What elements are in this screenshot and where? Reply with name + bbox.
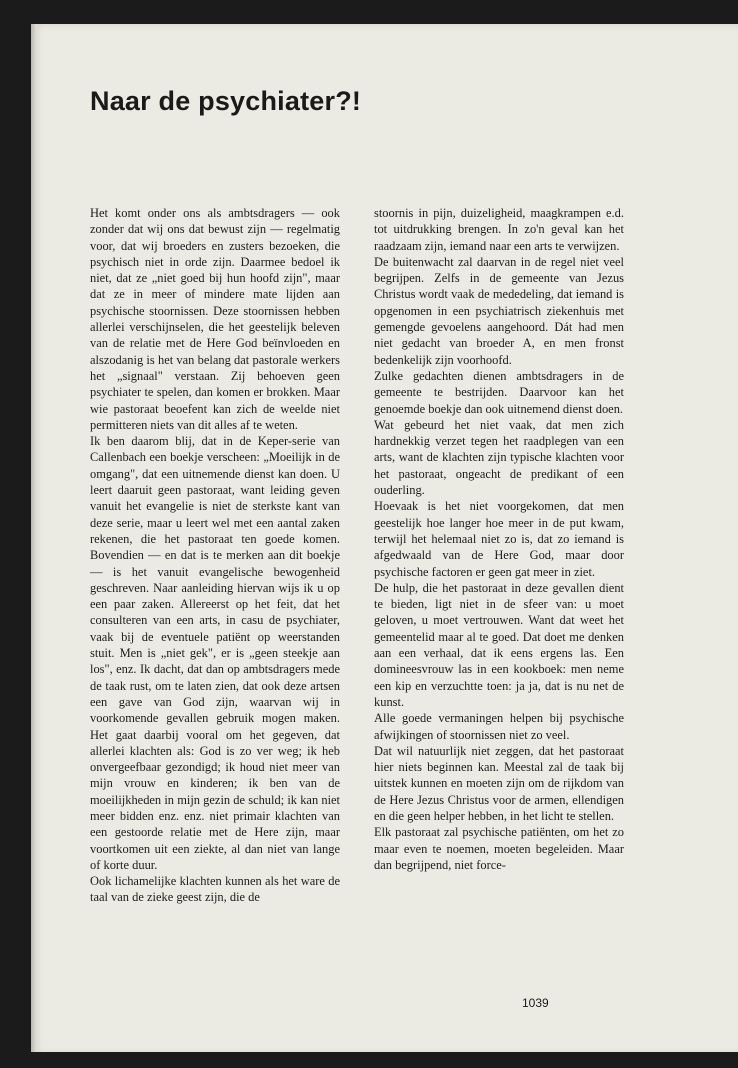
paragraph: De buitenwacht zal daarvan in de regel niet veel begrijpen. Zelfs in de gemeente van Jezus Christus wordt vaak de mededeling, dat iemand is opgenomen in een psychiatrisch ziekenhuis met gemengde gevoelens aangehoord. Dát had men niet gedacht van broeder A, en men fronst bedenkelijk zijn voorhoofd.: [374, 254, 624, 367]
paragraph: Ook lichamelijke klachten kunnen als het ware de taal van de zieke geest zijn, die de: [90, 874, 340, 905]
paragraph: Zulke gedachten dienen ambtsdragers in de gemeente te bestrijden. Daarvoor kan het genoemde boekje dan ook uitnemend dienst doen.: [374, 368, 624, 416]
book-gutter: [31, 24, 37, 1054]
paragraph: Hoevaak is het niet voorgekomen, dat men geestelijk hoe langer hoe meer in de put kwam, terwijl het helemaal niet zo is, dat zo iemand is afgedwaald van de Here God, maar door psychische factoren er geen gat meer in ziet.: [374, 499, 624, 579]
article-title: Naar de psychiater?!: [90, 86, 362, 116]
paragraph: Dat wil natuurlijk niet zeggen, dat het pastoraat hier niets beginnen kan. Meestal zal de taak bij uitstek kunnen en moeten zijn om de rijkdom van de Here Jezus Christus voor de armen, ellendigen en die geen helper hebben, in het licht te stellen.: [374, 743, 624, 823]
paragraph: De hulp, die het pastoraat in deze gevallen dient te bieden, ligt niet in de sfeer van: u moet geloven, u moet vertrouwen. Want dat weet het gemeentelid maar al te goed. Dat doet me denken aan een verhaal, dat ik eens ergens las. Een domineesvrouw las in een kookboek: men neme een kip en verzuchtte toen: ja ja, dat is nu net de kunst.: [374, 580, 624, 709]
paragraph: Wat gebeurd het niet vaak, dat men zich hardnekkig verzet tegen het raadplegen van een arts, want de klachten zijn typische klachten voor het pastoraat, ongeacht de predikant of een ouderling.: [374, 417, 624, 498]
text-column-right: [374, 205, 624, 873]
paragraph: stoornis in pijn, duizeligheid, maagkrampen e.d. tot uitdrukking brengen. In zo'n geval kan het raadzaam zijn, iemand naar een arts te verwijzen.: [374, 206, 624, 253]
paragraph: Het komt onder ons als ambtsdragers — ook zonder dat wij ons dat bewust zijn — regelmatig voor, dat wij broeders en zusters bezoeken, die psychisch niet in orde zijn. Daarmee bedoel ik niet, dat ze „niet goed bij hun hoofd zijn", maar dat ze in meer of mindere mate lijden aan psychische stoornissen. Deze stoornissen hebben allerlei verschijnselen, die het geestelijk beleven van de relatie met de Here God beïnvloeden en alszodanig is het van belang dat pastorale werkers het „signaal" verstaan. Zij behoeven geen psychiater te spelen, dan komen er brokken. Maar wie pastoraat beoefent kan zich de weelde niet permitteren niets van dit alles af te weten.: [90, 206, 340, 432]
paragraph: Alle goede vermaningen helpen bij psychische afwijkingen of stoornissen niet zo veel.: [374, 711, 624, 742]
page-number: 1039: [522, 996, 549, 1010]
text-column-left: [90, 205, 340, 906]
paragraph: Ik ben daarom blij, dat in de Keper-serie van Callenbach een boekje verscheen: „Moeilijk in de omgang", dat een uitnemende dienst kan doen. U leert daaruit geen pastoraat, want leiding geven vanuit het evangelie is niet de sterkste kant van deze serie, maar u leert wel met een aantal zaken rekenen, die het pastoraat ten goede komen. Bovendien — en dat is te merken aan dit boekje — is het vanuit evangelische bewogenheid geschreven. Naar aanleiding hiervan wijs ik u op een paar zaken. Allereerst op het feit, dat het consulteren van een arts, in casu de psychiater, vaak bij de eventuele patiënt op weerstanden stuit. Men is „niet gek", er is „geen steekje aan los", enz. Ik dacht, dat dan op ambtsdragers mede de taak rust, om te laten zien, dat ook deze artsen een gave van God zijn, waarvan wij in voorkomende gevallen gebruik mogen maken. Het gaat daarbij vooral om het gegeven, dat allerlei klachten als: God is zo ver weg; ik heb onvergeefbaar gezondigd; ik houd niet meer van mijn vrouw en kinderen; ik ben van de moeilijkheden in mijn gezin de schuld; ik kan niet meer bidden enz. enz. niet primair klachten van een gestoorde relatie met de Here zijn, maar voortkomen uit een ziekte, al dan niet van lange of korte duur.: [90, 434, 340, 872]
scan-border: [0, 1052, 738, 1068]
paragraph: Elk pastoraat zal psychische patiënten, om het zo maar even te noemen, moeten begeleiden. Maar dan begrijpend, niet force-: [374, 825, 624, 872]
